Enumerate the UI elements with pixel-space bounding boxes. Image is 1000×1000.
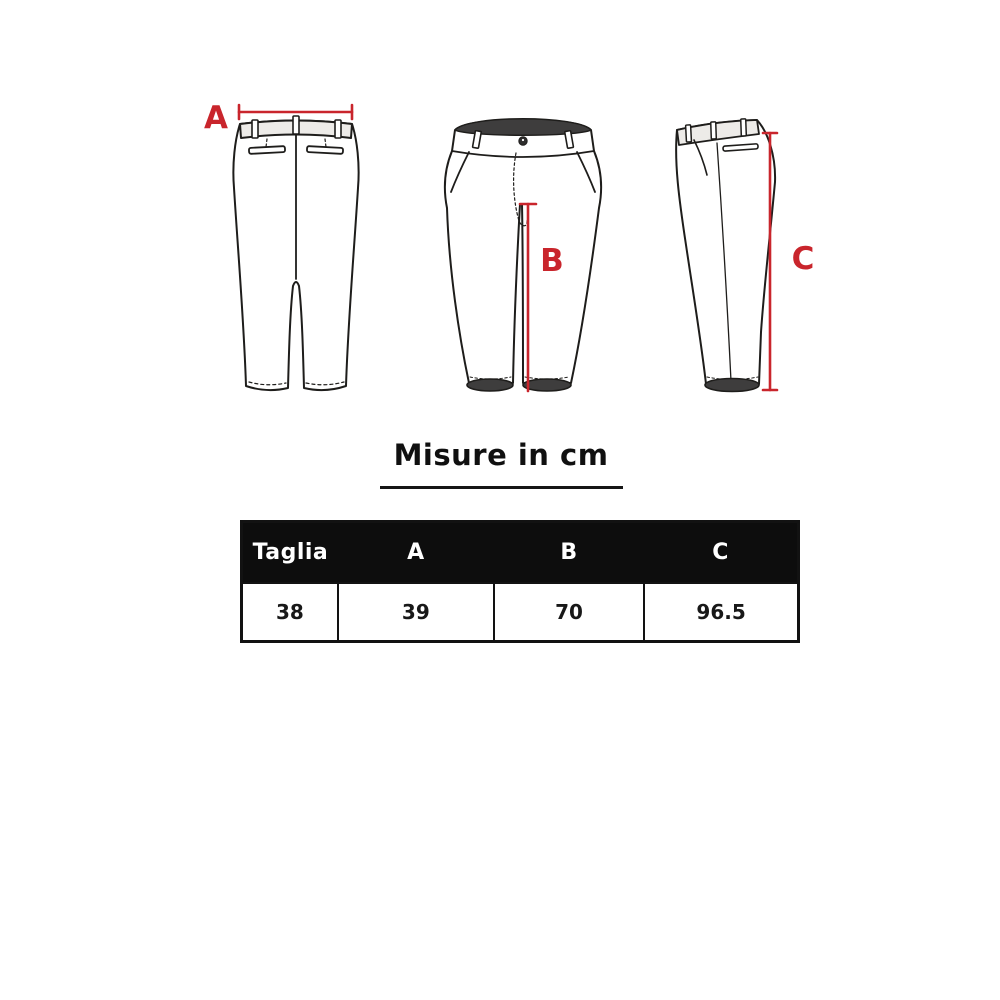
belt-loop <box>741 119 747 136</box>
pants-front-view <box>445 119 601 391</box>
size-guide-title-block <box>331 438 671 489</box>
size-table-header-a: A <box>338 522 494 584</box>
leg-opening-dark <box>523 379 571 391</box>
back-pocket-welt <box>307 146 343 154</box>
belt-loop <box>293 116 299 134</box>
pants-side-silhouette <box>676 120 775 384</box>
measure-label-c: C <box>791 241 815 277</box>
size-table-cell-a: 39 <box>338 583 494 642</box>
measurement-diagram <box>0 0 1000 430</box>
waist-button-center <box>522 139 524 141</box>
size-table-header-row <box>242 522 799 584</box>
size-table-cell-c: 96.5 <box>644 583 798 642</box>
size-table-cell-b: 70 <box>494 583 644 642</box>
title-underline <box>380 486 623 489</box>
pants-side-view <box>676 119 775 392</box>
belt-loop <box>335 120 341 138</box>
belt-loop <box>686 125 692 142</box>
measure-label-a: A <box>204 100 228 136</box>
size-table <box>240 520 800 643</box>
size-table-cell-taglia: 38 <box>242 583 338 642</box>
size-table-header-b: B <box>494 522 644 584</box>
belt-loop <box>711 122 717 139</box>
page-title: Misure in cm <box>393 438 609 472</box>
measure-label-b: B <box>540 243 564 279</box>
pants-front-silhouette <box>445 120 601 384</box>
belt-loop <box>252 120 258 138</box>
leg-opening-dark <box>705 379 759 392</box>
size-table-header-c: C <box>644 522 798 584</box>
back-pocket-welt <box>249 146 285 154</box>
size-table-row <box>242 583 799 642</box>
pants-back-view <box>233 116 358 390</box>
leg-opening-dark <box>467 379 513 391</box>
size-table-header-taglia: Taglia <box>242 522 338 584</box>
